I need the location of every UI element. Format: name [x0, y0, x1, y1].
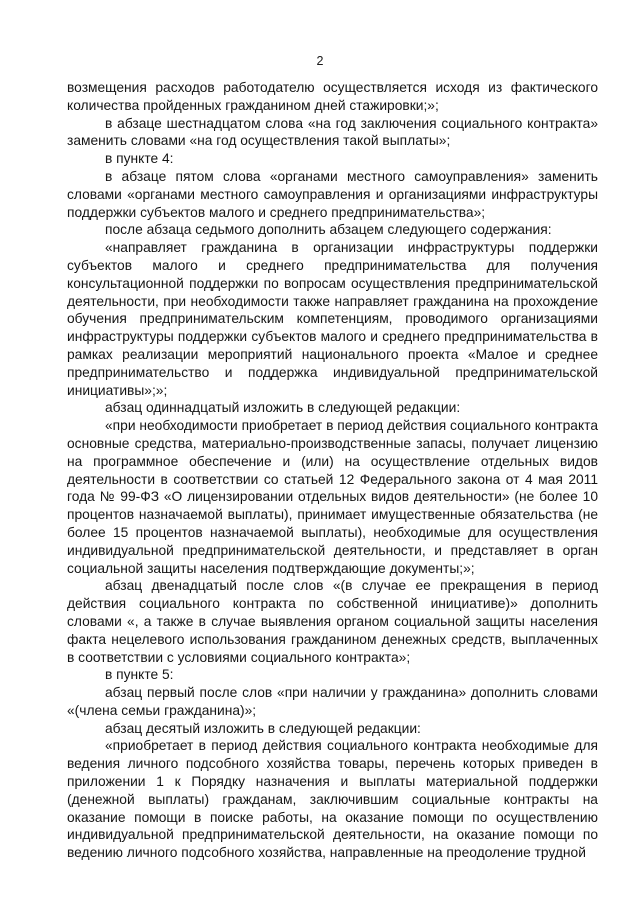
- paragraph: абзац двенадцатый после слов «(в случае ее прекращения в период действия социального контракта по собственной инициативе)» дополнить словами «, а также в случае выявления органом социальной защиты населения факта нецелевого использования гражданином денежных средств, выплаченных в соответствии с условиями социального контракта»;: [67, 578, 598, 665]
- page-number: 2: [316, 54, 324, 68]
- paragraph: после абзаца седьмого дополнить абзацем следующего содержания:: [105, 222, 552, 238]
- paragraph: в абзаце пятом слова «органами местного самоуправления» заменить словами «органами местного самоуправления и организациями инфраструктуры поддержки субъектов малого и среднего предпринимательства»;: [67, 168, 598, 220]
- paragraph: «при необходимости приобретает в период действия социального контракта основные средства, материально-производственные запасы, получает лицензию на программное обеспечение и (или) на осуществление отдельных видов деятельности в соответствии со статьей 12 Федерального закона от 4 мая 2011 года № 99-ФЗ «О лицензировании отдельных видов деятельности» (не более 10 процентов назначаемой выплаты), принимает имущественные обязательства (не более 15 процентов назначаемой выплаты), необходимые для осуществления индивидуальной предпринимательской деятельности, и представляет в орган социальной защиты населения подтверждающие документы;»;: [67, 418, 598, 576]
- paragraph-continuation: возмещения расходов работодателю осуществляется исходя из фактического количества пройденных гражданином дней стажировки;»;: [67, 80, 598, 113]
- paragraph: в пункте 5:: [105, 667, 174, 683]
- paragraph: абзац первый после слов «при наличии у гражданина» дополнить словами «(члена семьи гражданина)»;: [67, 685, 598, 718]
- paragraph: «направляет гражданина в организации инфраструктуры поддержки субъектов малого и среднего предпринимательства для получения консультационной поддержки по вопросам осуществления предпринимательской деятельности, при необходимости также направляет гражданина на прохождение обучения предпринимательским компетенциям, проводимого организациями инфраструктуры поддержки субъектов малого и среднего предпринимательства в рамках реализации мероприятий национального проекта «Малое и среднее предпринимательство и поддержка индивидуальной предпринимательской инициативы»;»;: [67, 240, 598, 398]
- paragraph: абзац десятый изложить в следующей редакции:: [105, 720, 421, 736]
- paragraph: в абзаце шестнадцатом слова «на год заключения социального контракта» заменить словами «на год осуществления такой выплаты»;: [67, 115, 598, 149]
- paragraph: «приобретает в период действия социального контракта необходимые для ведения личного подсобного хозяйства товары, перечень которых приведен в приложении 1 к Порядку назначения и выплаты материальной поддержки (денежной выплаты) гражданам, заключившим социальные контракты на оказание помощи в поиске работы, на оказание помощи по осуществлению индивидуальной предпринимательской деятельности, на оказание помощи по ведению личного подсобного хозяйства, направленные на преодоление трудной: [67, 738, 598, 861]
- paragraph: в пункте 4:: [105, 151, 174, 167]
- document-body: [67, 79, 598, 862]
- paragraph: абзац одиннадцатый изложить в следующей редакции:: [105, 400, 461, 416]
